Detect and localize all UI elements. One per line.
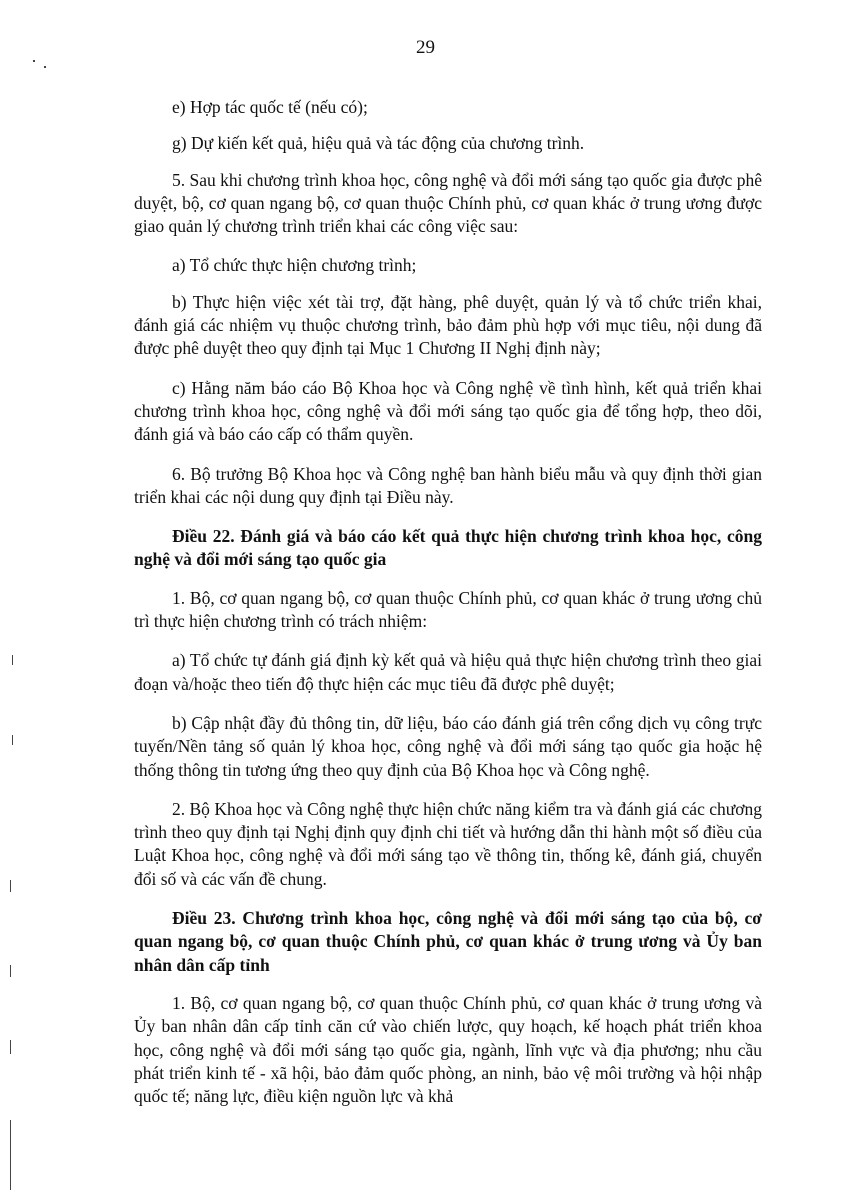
paragraph: a) Tổ chức thực hiện chương trình; bbox=[172, 255, 417, 276]
scan-speck bbox=[10, 1040, 11, 1054]
article-23-heading: Điều 23. Chương trình khoa học, công nghệ và đổi mới sáng tạo của bộ, cơ quan ngang bộ, cơ quan thuộc Chính phủ, cơ quan khác ở trung ương và Ủy ban nhân dân cấp tỉnh bbox=[134, 908, 762, 975]
paragraph: 1. Bộ, cơ quan ngang bộ, cơ quan thuộc Chính phủ, cơ quan khác ở trung ương chủ trì thực hiện chương trình có trách nhiệm: bbox=[134, 587, 762, 632]
paragraph: 5. Sau khi chương trình khoa học, công nghệ và đổi mới sáng tạo quốc gia được phê duyệt, bộ, cơ quan ngang bộ, cơ quan thuộc Chính phủ, cơ quan khác ở trung ương được giao quản lý chương trình triển khai các công việc sau: bbox=[134, 169, 762, 237]
paragraph: 2. Bộ Khoa học và Công nghệ thực hiện chức năng kiểm tra và đánh giá các chương trình theo quy định tại Nghị định quy định chi tiết và hướng dẫn thi hành một số điều của Luật Khoa học, công nghệ và đổi mới sáng tạo về thông tin, thống kê, đánh giá, chuyển đổi số và các vấn đề chung. bbox=[134, 798, 762, 889]
paragraph: c) Hằng năm báo cáo Bộ Khoa học và Công nghệ về tình hình, kết quả triển khai chương trình khoa học, công nghệ và đổi mới sáng tạo quốc gia để tổng hợp, theo dõi, đánh giá và báo cáo cấp có thẩm quyền. bbox=[134, 377, 762, 445]
article-22-heading: Điều 22. Đánh giá và báo cáo kết quả thực hiện chương trình khoa học, công nghệ và đổi mới sáng tạo quốc gia bbox=[134, 526, 762, 570]
paragraph: e) Hợp tác quốc tế (nếu có); bbox=[172, 97, 368, 117]
paragraph: 6. Bộ trưởng Bộ Khoa học và Công nghệ ban hành biểu mẫu và quy định thời gian triển khai các nội dung quy định tại Điều này. bbox=[134, 463, 762, 507]
scan-speck bbox=[10, 1120, 11, 1190]
scan-speck bbox=[44, 66, 46, 68]
paragraph: 1. Bộ, cơ quan ngang bộ, cơ quan thuộc Chính phủ, cơ quan khác ở trung ương và Ủy ban nhân dân cấp tỉnh căn cứ vào chiến lược, quy hoạch, kế hoạch phát triển khoa học, công nghệ và đổi mới sáng tạo quốc gia, ngành, lĩnh vực và địa phương; nhu cầu phát triển kinh tế - xã hội, bảo đảm quốc phòng, an ninh, bảo vệ môi trường và hội nhập quốc tế; năng lực, điều kiện nguồn lực và khả bbox=[134, 992, 762, 1107]
document-body bbox=[134, 96, 762, 1124]
page-number: 29 bbox=[416, 37, 435, 58]
scan-speck bbox=[10, 965, 11, 977]
scan-speck bbox=[12, 735, 13, 745]
scan-speck bbox=[33, 60, 35, 62]
scan-speck bbox=[12, 655, 13, 665]
scan-speck bbox=[10, 880, 11, 892]
paragraph: b) Thực hiện việc xét tài trợ, đặt hàng, phê duyệt, quản lý và tổ chức triển khai, đánh giá các nhiệm vụ thuộc chương trình, bảo đảm phù hợp với mục tiêu, nội dung đã được phê duyệt theo quy định tại Mục 1 Chương II Nghị định này; bbox=[134, 291, 762, 359]
paragraph: a) Tổ chức tự đánh giá định kỳ kết quả và hiệu quả thực hiện chương trình theo giai đoạn và/hoặc theo tiến độ thực hiện các mục tiêu đã được phê duyệt; bbox=[134, 650, 762, 694]
paragraph: g) Dự kiến kết quả, hiệu quả và tác động của chương trình. bbox=[172, 133, 585, 154]
paragraph: b) Cập nhật đầy đủ thông tin, dữ liệu, báo cáo đánh giá trên cổng dịch vụ công trực tuyến/Nền tảng số quản lý khoa học, công nghệ và đổi mới sáng tạo quốc gia hoặc hệ thống thông tin tương ứng theo quy định của Bộ Khoa học và Công nghệ. bbox=[134, 712, 762, 780]
